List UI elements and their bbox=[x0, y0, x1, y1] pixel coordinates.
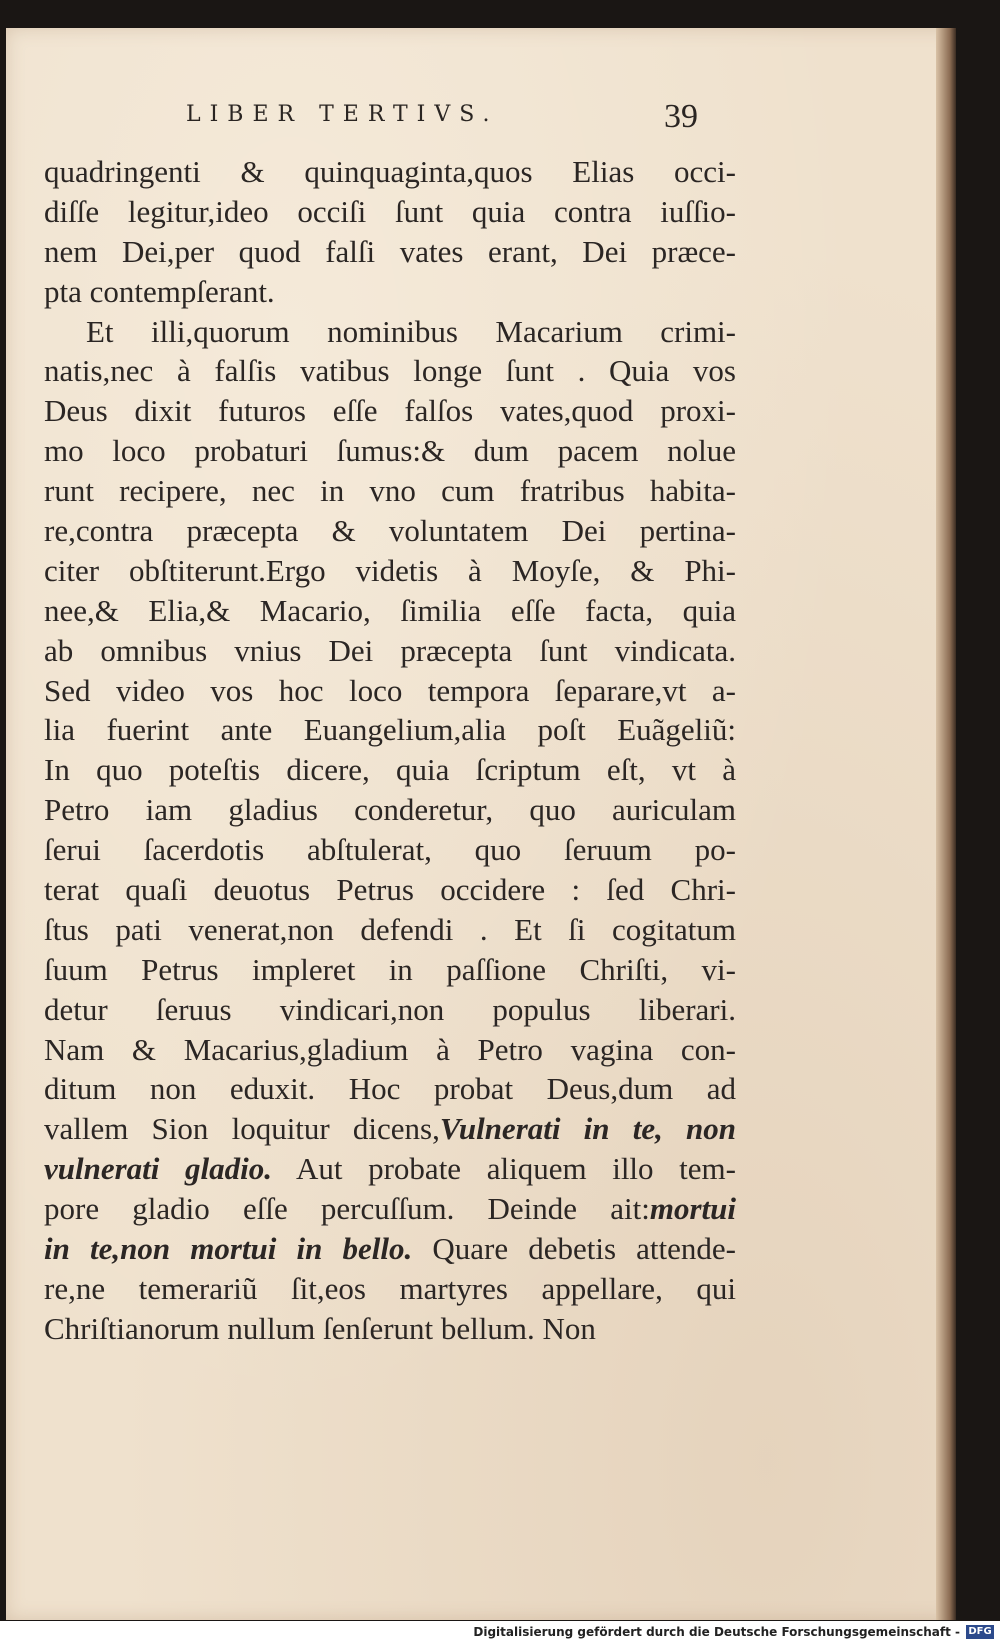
text-line bbox=[44, 1189, 736, 1229]
text-line: ab omnibus vnius Dei præcepta ſunt vindicata. bbox=[44, 632, 736, 668]
text-line: Chriſtianorum nullum ſenſerunt bellum. Non bbox=[44, 1310, 596, 1346]
book-page bbox=[6, 28, 956, 1620]
text-line: nee,& Elia,& Macario, ſimilia eſſe facta, quia bbox=[44, 592, 736, 628]
text-line: Et illi,quorum nominibus Macarium crimi- bbox=[86, 313, 736, 349]
italic-quotation: mortui bbox=[649, 1191, 736, 1227]
text-line: Deus dixit futuros eſſe falſos vates,quod proxi- bbox=[44, 393, 736, 429]
text-line: diſſe legitur,ideo occiſi ſunt quia contra iuſſio- bbox=[44, 193, 736, 229]
text-line: Sed video vos hoc loco tempora ſeparare,vt a- bbox=[44, 672, 736, 708]
text-line: mo loco probaturi ſumus:& dum pacem nolue bbox=[44, 433, 736, 469]
text-line: natis,nec à falſis vatibus longe ſunt . Quia vos bbox=[44, 353, 736, 389]
text-line: ſtus pati venerat,non defendi . Et ſi cogitatum bbox=[44, 911, 736, 947]
text-line bbox=[44, 1229, 736, 1269]
text-line: Petro iam gladius conderetur, quo auriculam bbox=[44, 792, 736, 828]
text-line: runt recipere, nec in vno cum fratribus habita- bbox=[44, 473, 736, 509]
text-line: In quo poteſtis dicere, quia ſcriptum eſt, vt à bbox=[44, 752, 736, 788]
italic-quotation: Vulnerati in te, non bbox=[439, 1111, 736, 1147]
text-line-roman: Quare debetis attende- bbox=[432, 1231, 736, 1267]
text-line bbox=[44, 1109, 736, 1149]
text-line-roman: vallem Sion loquitur dicens, bbox=[44, 1111, 440, 1147]
text-line-roman: pore gladio eſſe percuſſum. Deinde ait: bbox=[44, 1191, 650, 1227]
body-text bbox=[44, 152, 736, 1349]
italic-quotation: vulnerati gladio. bbox=[44, 1151, 273, 1187]
running-head: LIBER TERTIVS. bbox=[186, 102, 499, 127]
text-line: Nam & Macarius,gladium à Petro vagina con- bbox=[44, 1031, 736, 1067]
page-header bbox=[6, 98, 956, 148]
funding-credit: Digitalisierung gefördert durch die Deutsche Forschungsgemeinschaft - bbox=[473, 1625, 960, 1639]
text-line: quadringenti & quinquaginta,quos Elias occi- bbox=[44, 154, 736, 189]
text-line: pta contempſerant. bbox=[44, 273, 275, 309]
text-line: ſuum Petrus impleret in paſſione Chriſti, vi- bbox=[44, 951, 736, 987]
text-line: terat quaſi deuotus Petrus occidere : ſed Chri- bbox=[44, 872, 736, 908]
text-line: citer obſtiterunt.Ergo videtis à Moyſe, & Phi- bbox=[44, 552, 736, 588]
text-line: re,contra præcepta & voluntatem Dei pertina- bbox=[44, 513, 736, 549]
text-line: detur ſeruus vindicari,non populus liberari. bbox=[44, 991, 736, 1027]
text-line: lia fuerint ante Euangelium,alia poſt Euãgeliũ: bbox=[44, 712, 736, 748]
text-line: ditum non eduxit. Hoc probat Deus,dum ad bbox=[44, 1071, 736, 1107]
text-line: ſerui ſacerdotis abſtulerat, quo ſeruum po- bbox=[44, 832, 736, 868]
text-line bbox=[44, 1149, 736, 1189]
digitization-footer bbox=[0, 1621, 1000, 1644]
text-line: nem Dei,per quod falſi vates erant, Dei præce- bbox=[44, 233, 736, 269]
page-spine-shadow bbox=[936, 28, 956, 1620]
text-line-roman: Aut probate aliquem illo tem- bbox=[295, 1151, 736, 1187]
italic-quotation: in te,non mortui in bello. bbox=[44, 1231, 413, 1267]
dfg-logo: DFG bbox=[966, 1625, 994, 1639]
text-line: re,ne temerariũ ſit,eos martyres appellare, qui bbox=[44, 1270, 736, 1306]
page-number: 39 bbox=[664, 98, 698, 135]
